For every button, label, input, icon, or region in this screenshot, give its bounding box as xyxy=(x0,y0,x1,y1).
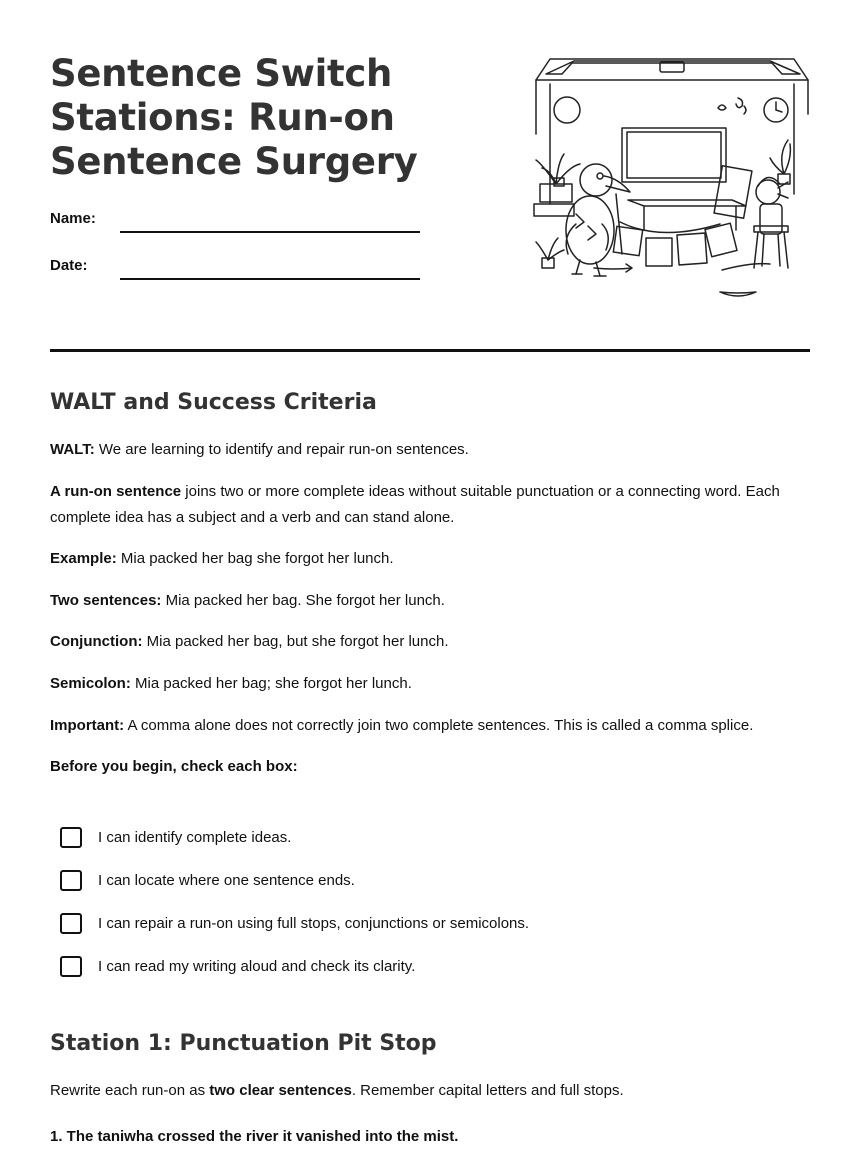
two-sentences-label: Two sentences: xyxy=(50,592,162,609)
semicolon-line xyxy=(50,671,810,697)
date-label: Date: xyxy=(50,257,88,274)
conjunction-text: Mia packed her bag, but she forgot her lunch. xyxy=(142,633,449,650)
walt-paragraph xyxy=(50,437,810,463)
runon-definition xyxy=(50,479,810,531)
checklist-item-label: I can repair a run-on using full stops, conjunctions or semicolons. xyxy=(98,914,530,932)
checklist-item[interactable] xyxy=(60,911,529,935)
conjunction-line xyxy=(50,629,810,655)
example-label: Example: xyxy=(50,550,117,567)
checklist-item[interactable] xyxy=(60,825,291,849)
name-field[interactable] xyxy=(120,231,420,233)
example-line xyxy=(50,546,810,572)
two-sentences-text: Mia packed her bag. She forgot her lunch. xyxy=(161,592,445,609)
station1-item-1: 1. The taniwha crossed the river it vanished into the mist. xyxy=(50,1128,459,1145)
walt-text: We are learning to identify and repair run-on sentences. xyxy=(94,441,469,458)
checkbox[interactable] xyxy=(60,827,82,848)
example-text: Mia packed her bag she forgot her lunch. xyxy=(116,550,394,567)
date-field[interactable] xyxy=(120,278,420,280)
runon-label: A run-on sentence xyxy=(50,483,182,500)
station1-instructions: Rewrite each run-on as two clear sentences. Remember capital letters and full stops. xyxy=(50,1082,624,1099)
page-title: Sentence Switch Stations: Run-on Sentence Surgery xyxy=(50,52,418,183)
walt-heading: WALT and Success Criteria xyxy=(50,390,377,415)
two-sentences-line xyxy=(50,588,810,614)
section-divider xyxy=(50,349,810,352)
walt-label: WALT: xyxy=(50,441,95,458)
important-label: Important: xyxy=(50,717,125,734)
semicolon-text: Mia packed her bag; she forgot her lunch. xyxy=(130,675,412,692)
checkbox[interactable] xyxy=(60,870,82,891)
checklist-item-label: I can read my writing aloud and check its clarity. xyxy=(98,957,416,975)
checklist-item-label: I can identify complete ideas. xyxy=(98,828,292,846)
name-label: Name: xyxy=(50,210,96,227)
station1-heading: Station 1: Punctuation Pit Stop xyxy=(50,1031,437,1056)
checklist-item[interactable] xyxy=(60,868,355,892)
important-text: A comma alone does not correctly join two complete sentences. This is called a comma splice. xyxy=(124,717,754,734)
classroom-illustration-icon xyxy=(532,54,812,306)
checkbox[interactable] xyxy=(60,913,82,934)
checklist-intro: Before you begin, check each box: xyxy=(50,758,298,775)
semicolon-label: Semicolon: xyxy=(50,675,131,692)
runon-text: joins two or more complete ideas without suitable punctuation or a connecting word. Each complete idea has a subject and a verb and can stand alone. xyxy=(50,483,780,526)
conjunction-label: Conjunction: xyxy=(50,633,143,650)
checkbox[interactable] xyxy=(60,956,82,977)
important-line xyxy=(50,713,810,739)
checklist-item-label: I can locate where one sentence ends. xyxy=(98,871,355,889)
checklist-item[interactable] xyxy=(60,954,415,978)
